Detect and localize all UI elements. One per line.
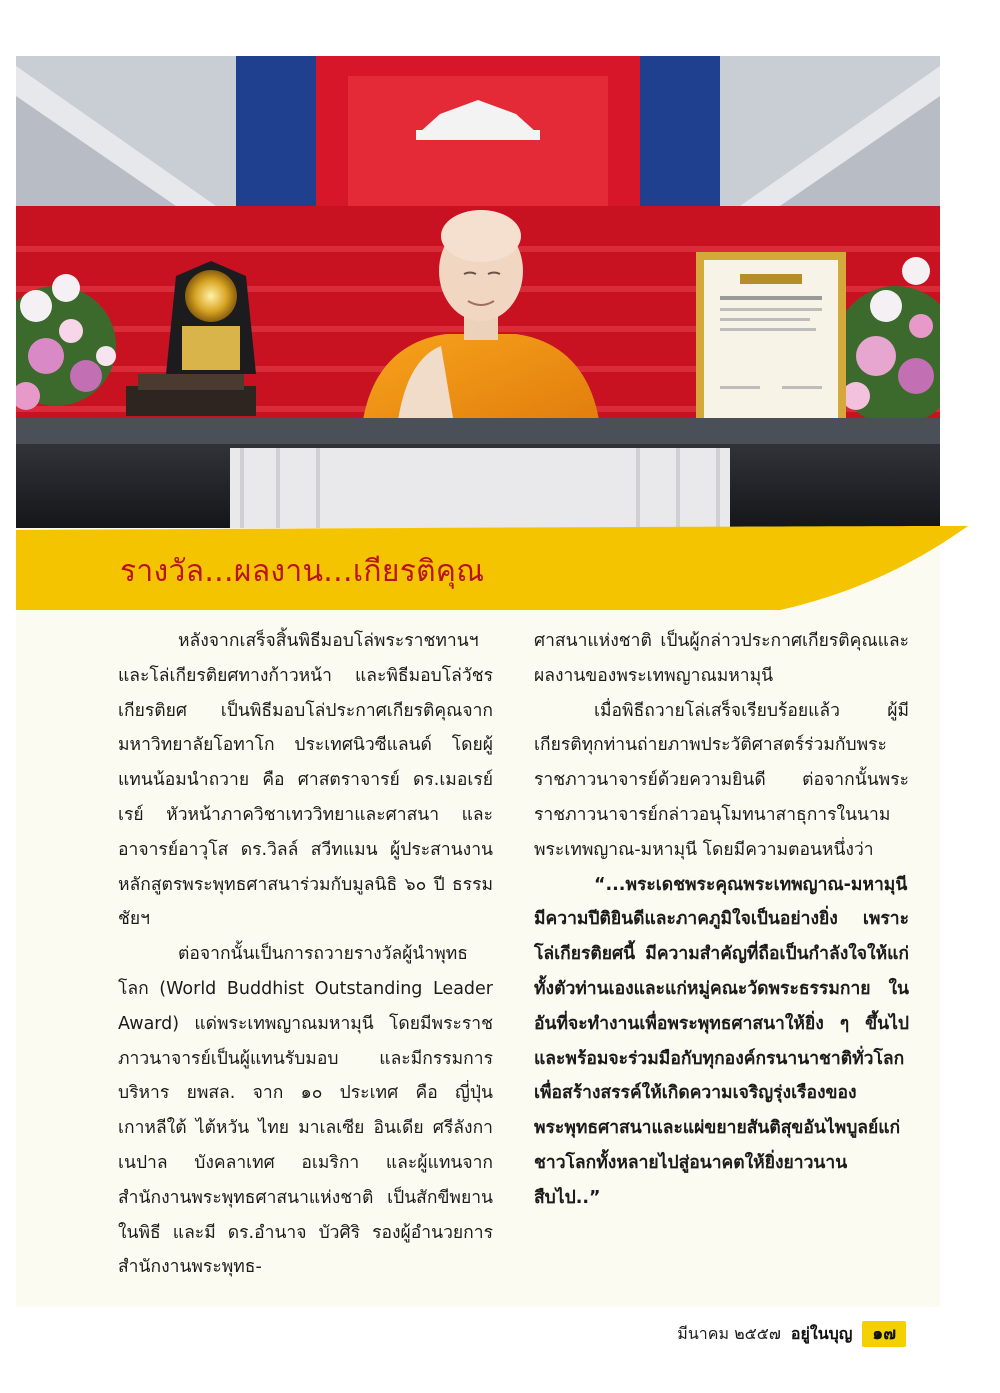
issue-date: มีนาคม ๒๕๕๗ (677, 1323, 781, 1343)
paragraph: เมื่อพิธีถวายโล่เสร็จเรียบร้อยแล้ว ผู้มีเกียรติทุกท่านถ่ายภาพประวัติศาสตร์ร่วมกับพระราชภาวนาจารย์ด้วยความยินดี ต่อจากนั้นพระราชภาวนาจารย์กล่าวอนุโมทนาสาธุการในนามพระเทพญาณ-มหามุนี โดยมีความตอนหนึ่งว่า (534, 700, 909, 860)
magazine-name: อยู่ในบุญ (790, 1323, 853, 1343)
left-column (118, 624, 493, 1285)
quote-paragraph: “...พระเดชพระคุณพระเทพญาณ-มหามุนีมีความปีติยินดีและภาคภูมิใจเป็นอย่างยิ่ง เพราะโล่เกียรติยศนี้ มีความสำคัญที่ถือเป็นกำลังใจให้แก่ทั้งตัวท่านเองและแก่หมู่คณะวัดพระธรรมกาย ในอันที่จะทำงานเพื่อพระพุทธศาสนาให้ยิ่ง ๆ ขึ้นไป และพร้อมจะร่วมมือกับทุกองค์กรนานาชาติทั่วโลก เพื่อสร้างสรรค์ให้เกิดความเจริญรุ่งเรืองของพระพุทธศาสนาและแผ่ขยายสันติสุขอันไพบูลย์แก่ชาวโลกทั้งหลายไปสู่อนาคตให้ยิ่งยาวนานสืบไป..” (534, 874, 909, 1208)
left-stairs (16, 56, 236, 206)
paragraph: หลังจากเสร็จสิ้นพิธีมอบโล่พระราชทานฯ และโล่เกียรติยศทางก้าวหน้า และพิธีมอบโล่วัชรเกียรติยศ เป็นพิธีมอบโล่ประกาศเกียรติคุณจากมหาวิทยาลัยโอทาโก ประเทศนิวซีแลนด์ โดยผู้แทนน้อมนำถวาย คือ ศาสตราจารย์ ดร.เมอเรย์ เรย์ หัวหน้าภาควิชาเทววิทยาและศาสนา และอาจารย์อาวุโส ดร.วิลล์ สวีทแมน ผู้ประสานงานหลักสูตรพระพุทธศาสนาร่วมกับมูลนิธิ ๖๐ ปี ธรรมชัยฯ (118, 631, 493, 930)
right-column (534, 624, 909, 1216)
page-number: ๑๗ (862, 1321, 906, 1347)
article-photo (16, 56, 940, 528)
paragraph: ศาสนาแห่งชาติ เป็นผู้กล่าวประกาศเกียรติคุณและผลงานของพระเทพญาณมหามุนี (534, 631, 909, 686)
page-footer (677, 1320, 906, 1348)
paragraph: ต่อจากนั้นเป็นการถวายรางวัลผู้นำพุทธโลก (World Buddhist Outstanding Leader Award) แด่พระเทพญาณมหามุนี โดยมีพระราชภาวนาจารย์เป็นผู้แทนรับมอบ และมีกรรมการบริหาร ยพสล. จาก ๑๐ ประเทศ คือ ญี่ปุ่น เกาหลีใต้ ไต้หวัน ไทย มาเลเซีย อินเดีย ศรีลังกา เนปาล บังคลาเทศ อเมริกา และผู้แทนจากสำนักงานพระพุทธศาสนาแห่งชาติ เป็นสักขีพยานในพิธี และมี ดร.อำนาจ บัวศิริ รองผู้อำนวยการสำนักงานพระพุทธ- (118, 944, 493, 1278)
right-stairs (720, 56, 940, 206)
article-title: รางวัล...ผลงาน...เกียรติคุณ (120, 554, 485, 589)
